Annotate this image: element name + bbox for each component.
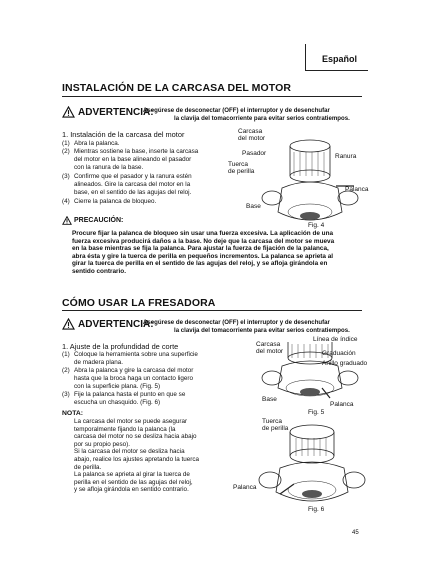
figure-label: Tuerca de perilla <box>228 161 255 175</box>
section-title-rule <box>62 310 362 311</box>
list-item: (1) Coloque la herramienta sobre una superficie de madera plana. <box>62 351 198 366</box>
warning-heading: ADVERTENCIA: <box>62 318 154 330</box>
figure-label: Palanca <box>330 401 354 408</box>
figure-label: Carcasa del motor <box>238 128 266 142</box>
figure-label: Línea de índice <box>313 336 358 343</box>
figure-label: Palanca <box>233 484 257 491</box>
figure-4-illustration <box>250 132 370 232</box>
section-title-installation: INSTALACIÓN DE LA CARCASA DEL MOTOR <box>62 82 292 94</box>
figure-caption: Fig. 5 <box>308 409 325 416</box>
list-item: (3) Fije la palanca hasta el punto en que se escucha un chasquido. (Fig. 6) <box>62 391 186 406</box>
figure-label: Tuerca de perilla <box>262 418 289 432</box>
figure-label: Carcasa del motor <box>256 341 284 355</box>
step-title: 1. Ajuste de la profundidad de corte <box>62 342 179 351</box>
language-tab-divider <box>305 44 306 70</box>
warning-line: Asegúrese de desconectar (OFF) el interruptor y de desenchufar <box>143 107 330 114</box>
figure-label: Base <box>262 396 277 403</box>
note-text: La carcasa del motor se puede asegurar temporalmente fijando la palanca (la carcasa del motor no se desliza hacia abajo por su propio peso). Si la carcasa del motor se desliza hacia abajo, realice los ajustes apretando la tuerca de perilla. La palanca se aprieta al girar la tuerca de perilla en el sentido de las agujas del reloj, y se afloja girándola en sentido contrario. <box>74 418 199 494</box>
figure-label: Base <box>246 203 261 210</box>
figure-label: Pasador <box>242 150 267 157</box>
warning-line: la clavija del tomacorriente para evitar serios contratiempos. <box>174 115 350 122</box>
section-title-rule <box>62 96 362 97</box>
list-item: (1) Abra la palanca. <box>62 140 120 147</box>
language-tab-underline <box>305 70 368 71</box>
figure-label: Palanca <box>345 186 369 193</box>
warning-icon <box>62 106 75 118</box>
list-item: (2) Mientras sostiene la base, inserte la carcasa del motor en la base alineando el pasador con la ranura de la base. <box>62 148 199 171</box>
warning-icon <box>62 318 75 330</box>
figure-caption: Fig. 6 <box>308 506 325 513</box>
figure-caption: Fig. 4 <box>308 222 325 229</box>
figure-label: Anillo graduado <box>322 360 368 367</box>
warning-heading <box>62 106 154 118</box>
warning-line: la clavija del tomacorriente para evitar serios contratiempos. <box>174 327 350 334</box>
note-label: NOTA: <box>62 410 84 417</box>
page-number: 45 <box>352 530 359 536</box>
list-item: (2) Abra la palanca y gire la carcasa del motor hasta que la broca haga un contacto ligero con la superficie plana. (Fig. 5) <box>62 367 194 390</box>
step-title: 1. Instalación de la carcasa del motor <box>62 130 185 139</box>
list-item: (3) Confirme que el pasador y la ranura estén alineados. Gire la carcasa del motor en la base, en el sentido de las agujas del reloj. <box>62 173 192 196</box>
caution-heading: PRECAUCIÓN: <box>62 216 123 225</box>
caution-text: Procure fijar la palanca de bloqueo sin usar una fuerza excesiva. La aplicación de una fuerza excesiva producirá daños a la base. No deje que la carcasa del motor se mueva en la base mientras se fija la palanca. Para ajustar la fuerza de fijación de la palanca, abra ésta y gire la tuerca de perilla en pequeños incrementos. La palanca se aprieta al girar la tuerca de perilla en el sentido de las agujas del reloj, y se afloja girándola en sentido contrario. <box>72 230 335 275</box>
section-title-usage: CÓMO USAR LA FRESADORA <box>62 297 216 309</box>
warning-label: ADVERTENCIA: <box>78 106 154 118</box>
warning-line: Asegúrese de desconectar (OFF) el interruptor y de desenchufar <box>143 319 330 326</box>
list-item: (4) Cierre la palanca de bloqueo. <box>62 198 157 205</box>
figure-label: Ranura <box>335 153 357 160</box>
figure-label: Graduación <box>322 350 356 357</box>
caution-icon <box>62 216 72 225</box>
language-label: Español <box>322 54 358 64</box>
